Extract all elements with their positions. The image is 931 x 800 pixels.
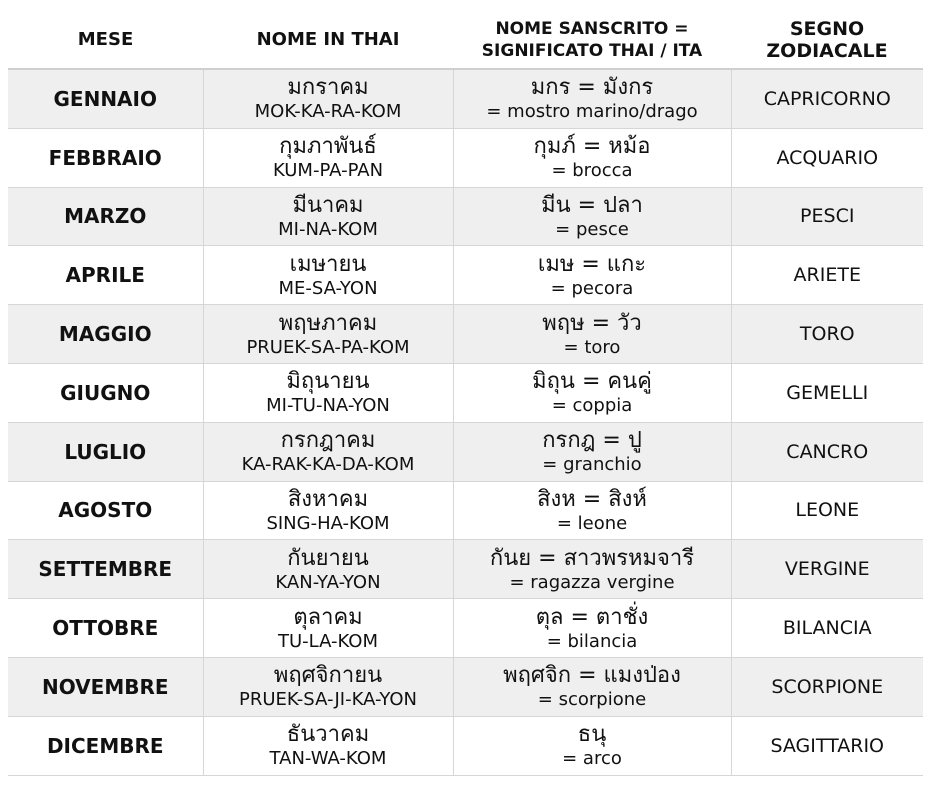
sanskrit-cell (453, 657, 731, 716)
month-name: DICEMBRE (46, 733, 164, 758)
thai-name: กรกฎาคม (280, 428, 376, 454)
thai-name-cell (203, 716, 453, 775)
table-row (8, 657, 923, 716)
table-row (8, 540, 923, 599)
month-name: AGOSTO (58, 498, 153, 523)
month-cell (8, 363, 203, 422)
sanskrit-thai: เมษ = แกะ (537, 251, 647, 277)
header-mese: MESE (8, 12, 203, 69)
sanskrit-cell (453, 69, 731, 128)
table-body (8, 69, 923, 775)
zodiac-cell (731, 305, 923, 364)
thai-name-cell (203, 422, 453, 481)
zodiac-cell (731, 481, 923, 540)
sanskrit-cell (453, 187, 731, 246)
sanskrit-cell (453, 363, 731, 422)
zodiac-cell (731, 716, 923, 775)
zodiac-cell (731, 246, 923, 305)
thai-name-cell (203, 128, 453, 187)
header-nome-sanscrito (453, 12, 731, 69)
sanskrit-thai: พฤศจิก = แมงป่อง (503, 663, 681, 689)
header-nome-sanscrito-line1: NOME SANSCRITO = (495, 19, 689, 39)
zodiac-sign: SCORPIONE (771, 675, 884, 698)
months-table (8, 12, 923, 776)
thai-name: มกราคม (287, 75, 369, 101)
zodiac-sign: SAGITTARIO (770, 734, 885, 757)
zodiac-sign: BILANCIA (782, 617, 872, 640)
month-name: SETTEMBRE (38, 557, 173, 582)
month-name: LUGLIO (64, 439, 147, 464)
sanskrit-thai: ธนุ (577, 722, 607, 748)
zodiac-sign: PESCI (800, 205, 855, 228)
month-name: APRILE (65, 263, 145, 288)
thai-transliteration: KA-RAK-KA-DA-KOM (241, 454, 415, 476)
month-name: FEBBRAIO (48, 145, 162, 170)
zodiac-sign: GEMELLI (786, 381, 869, 404)
thai-transliteration: PRUEK-SA-JI-KA-YON (238, 689, 417, 711)
header-nome-thai: NOME IN THAI (203, 12, 453, 69)
sanskrit-thai: กรกฎ = ปู (542, 428, 642, 454)
sanskrit-meaning-ita: = arco (562, 748, 622, 770)
zodiac-sign: ARIETE (793, 264, 861, 287)
zodiac-cell (731, 599, 923, 658)
table-row (8, 716, 923, 775)
thai-name-cell (203, 246, 453, 305)
thai-name-cell (203, 599, 453, 658)
table-row (8, 422, 923, 481)
sanskrit-meaning-ita: = mostro marino/drago (486, 101, 698, 123)
table-row (8, 481, 923, 540)
thai-name: เมษายน (289, 251, 367, 277)
zodiac-cell (731, 187, 923, 246)
header-nome-sanscrito-line2: SIGNIFICATO THAI / ITA (481, 41, 703, 61)
table-row (8, 69, 923, 128)
month-cell (8, 540, 203, 599)
zodiac-cell (731, 657, 923, 716)
sanskrit-cell (453, 716, 731, 775)
thai-name: ตุลาคม (293, 604, 363, 630)
sanskrit-cell (453, 128, 731, 187)
sanskrit-thai: มิถุน = คนคู่ (532, 369, 652, 395)
table-row (8, 128, 923, 187)
thai-name-cell (203, 305, 453, 364)
zodiac-sign: VERGINE (784, 558, 870, 581)
month-cell (8, 128, 203, 187)
thai-transliteration: PRUEK-SA-PA-KOM (246, 336, 410, 358)
zodiac-sign: CANCRO (786, 440, 869, 463)
thai-transliteration: MI-NA-KOM (278, 218, 378, 240)
thai-name: พฤษภาคม (278, 310, 378, 336)
zodiac-sign: LEONE (795, 499, 860, 522)
thai-name: มีนาคม (292, 192, 364, 218)
sanskrit-meaning-ita: = ragazza vergine (509, 571, 675, 593)
table-row (8, 305, 923, 364)
table-row (8, 363, 923, 422)
table-row (8, 599, 923, 658)
month-cell (8, 599, 203, 658)
month-name: MARZO (64, 204, 147, 229)
month-name: MAGGIO (58, 322, 152, 347)
zodiac-cell (731, 540, 923, 599)
month-cell (8, 69, 203, 128)
thai-name-cell (203, 657, 453, 716)
thai-transliteration: MOK-KA-RA-KOM (254, 101, 402, 123)
month-cell (8, 481, 203, 540)
month-name: GENNAIO (53, 86, 157, 111)
header-segno (731, 12, 923, 69)
zodiac-cell (731, 128, 923, 187)
zodiac-cell (731, 69, 923, 128)
thai-name-cell (203, 540, 453, 599)
month-cell (8, 422, 203, 481)
sanskrit-thai: กันย = สาวพรหมจารี (489, 545, 695, 571)
thai-name-cell (203, 363, 453, 422)
thai-name-cell (203, 481, 453, 540)
sanskrit-cell (453, 540, 731, 599)
zodiac-sign: CAPRICORNO (763, 87, 891, 110)
sanskrit-meaning-ita: = brocca (551, 160, 633, 182)
month-name: GIUGNO (60, 380, 151, 405)
header-segno-line2: ZODIACALE (766, 40, 888, 62)
month-cell (8, 246, 203, 305)
thai-name: กันยายน (287, 545, 369, 571)
thai-name: พฤศจิกายน (273, 663, 383, 689)
thai-name: มิถุนายน (286, 369, 370, 395)
month-cell (8, 716, 203, 775)
sanskrit-thai: มกร = มังกร (530, 75, 654, 101)
month-name: OTTOBRE (52, 616, 159, 641)
sanskrit-meaning-ita: = bilancia (546, 630, 638, 652)
zodiac-cell (731, 422, 923, 481)
thai-transliteration: TU-LA-KOM (277, 630, 379, 652)
thai-transliteration: KUM-PA-PAN (272, 160, 384, 182)
sanskrit-meaning-ita: = pecora (550, 277, 634, 299)
thai-transliteration: MI-TU-NA-YON (266, 395, 390, 417)
sanskrit-cell (453, 481, 731, 540)
zodiac-sign: TORO (799, 323, 855, 346)
header-row (8, 12, 923, 69)
thai-name: ธันวาคม (286, 722, 370, 748)
zodiac-sign: ACQUARIO (776, 146, 879, 169)
sanskrit-thai: สิงห = สิงห์ (537, 486, 647, 512)
month-cell (8, 305, 203, 364)
thai-name-cell (203, 187, 453, 246)
sanskrit-thai: กุมภ์ = หม้อ (533, 134, 651, 160)
sanskrit-cell (453, 246, 731, 305)
table-row (8, 187, 923, 246)
month-cell (8, 657, 203, 716)
thai-name: สิงหาคม (287, 486, 369, 512)
thai-transliteration: ME-SA-YON (278, 277, 378, 299)
sanskrit-cell (453, 422, 731, 481)
sanskrit-cell (453, 599, 731, 658)
thai-transliteration: SING-HA-KOM (266, 512, 390, 534)
sanskrit-meaning-ita: = granchio (542, 454, 642, 476)
sanskrit-thai: พฤษ = วัว (542, 310, 642, 336)
table-row (8, 246, 923, 305)
sanskrit-meaning-ita: = toro (563, 336, 621, 358)
thai-name: กุมภาพันธ์ (279, 134, 377, 160)
sanskrit-meaning-ita: = coppia (551, 395, 633, 417)
month-cell (8, 187, 203, 246)
sanskrit-thai: ตุล = ตาชั่ง (535, 604, 649, 630)
sanskrit-thai: มีน = ปลา (541, 192, 643, 218)
header-segno-line1: SEGNO (789, 18, 865, 40)
sanskrit-meaning-ita: = leone (556, 512, 628, 534)
sanskrit-meaning-ita: = scorpione (537, 689, 647, 711)
thai-transliteration: TAN-WA-KOM (269, 748, 387, 770)
zodiac-cell (731, 363, 923, 422)
month-name: NOVEMBRE (41, 674, 169, 699)
thai-name-cell (203, 69, 453, 128)
sanskrit-meaning-ita: = pesce (555, 218, 629, 240)
thai-transliteration: KAN-YA-YON (275, 571, 381, 593)
table-header (8, 12, 923, 69)
sanskrit-cell (453, 305, 731, 364)
